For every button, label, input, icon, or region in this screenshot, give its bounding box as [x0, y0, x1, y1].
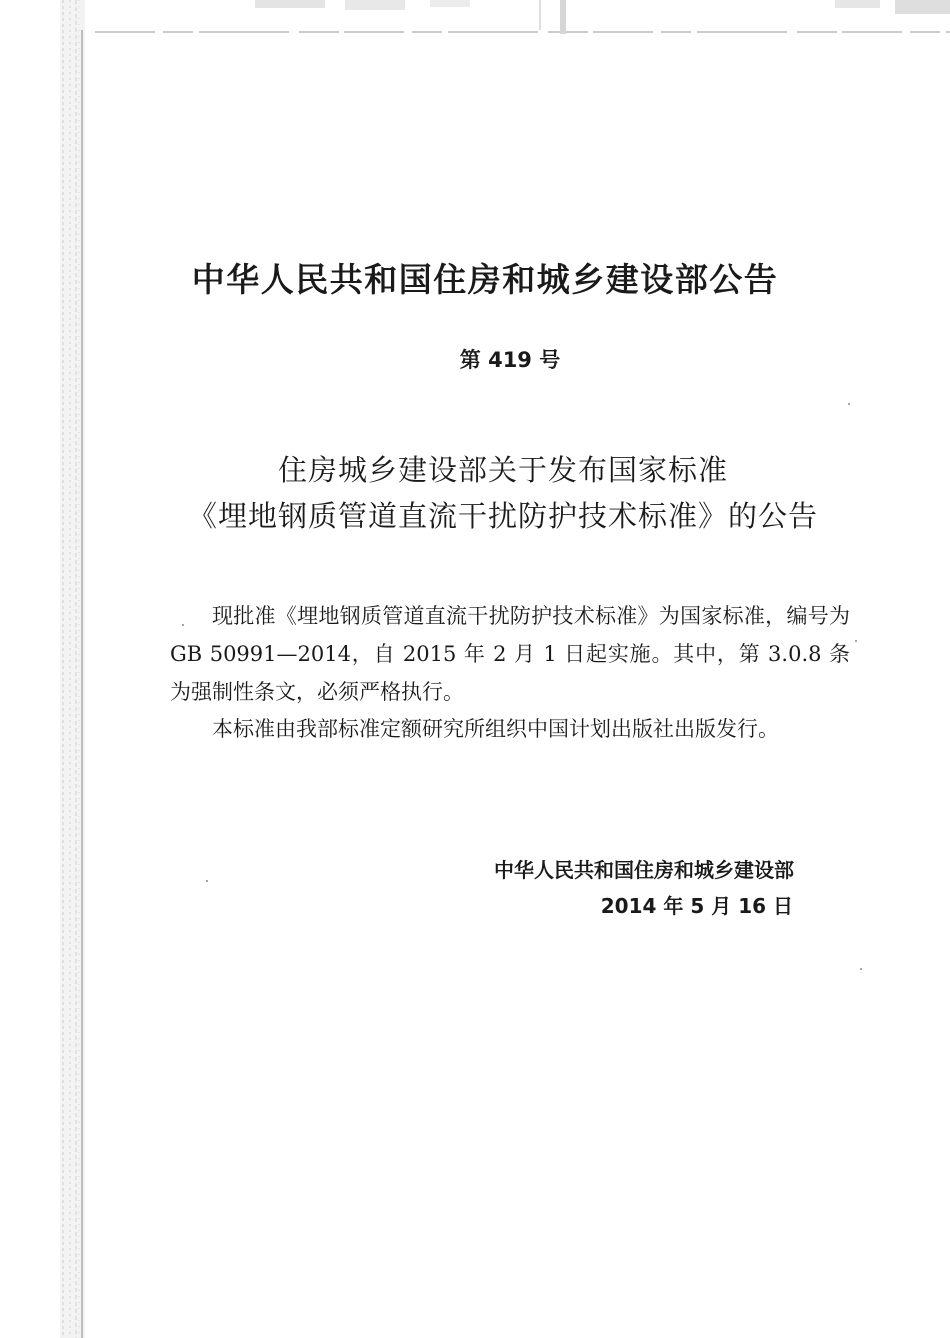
scan-speck [860, 968, 862, 970]
scan-speck [206, 880, 208, 882]
scan-edge-left [0, 0, 95, 1338]
issue-number: 第 419 号 [459, 348, 561, 372]
scan-speck [855, 640, 857, 642]
subtitle-line-1: 住房城乡建设部关于发布国家标准 [277, 453, 728, 487]
scan-edge-top [0, 0, 950, 40]
announcement-title: 中华人民共和国住房和城乡建设部公告 [191, 260, 779, 299]
subtitle-line-2: 《埋地钢质管道直流干扰防护技术标准》的公告 [187, 499, 818, 533]
body-paragraph-publication: 本标准由我部标准定额研究所组织中国计划出版社出版发行。 [212, 717, 779, 741]
signature-date: 2014 年 5 月 16 日 [600, 894, 793, 918]
body-paragraph-approval: 现批准《埋地钢质管道直流干扰防护技术标准》为国家标准，编号为GB 50991—2014，自 2015 年 2 月 1 日起实施。其中，第 3.0.8 条为强制性条文，必须严格执行。 [170, 604, 850, 704]
scan-speck [848, 403, 850, 405]
signature-organization: 中华人民共和国住房和城乡建设部 [494, 858, 794, 882]
